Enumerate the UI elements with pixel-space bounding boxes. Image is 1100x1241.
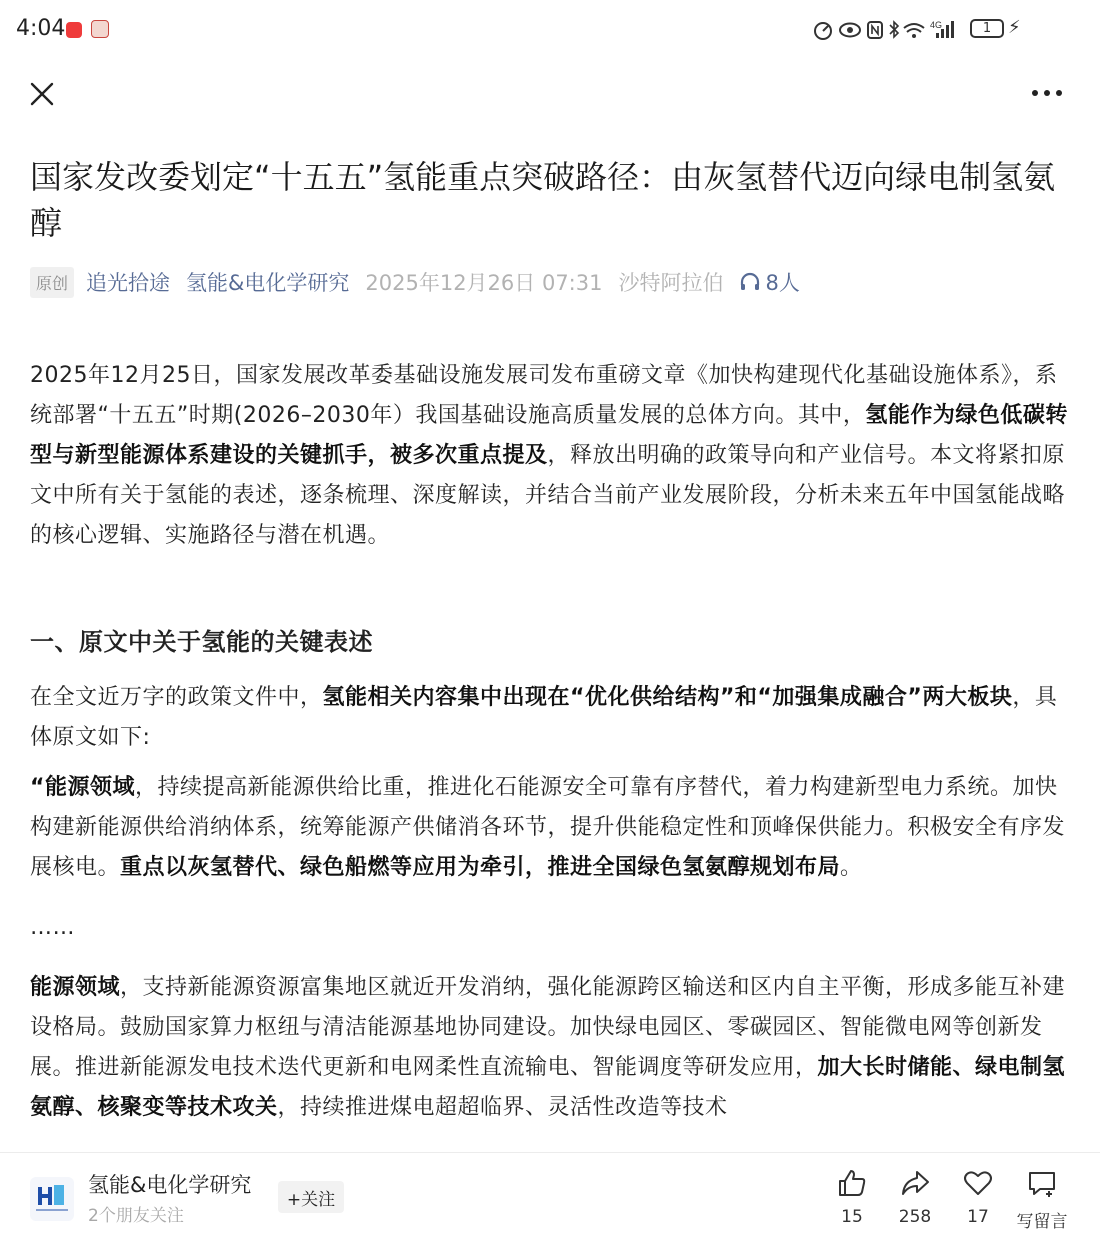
headphones-icon	[739, 271, 761, 293]
follow-button[interactable]: +关注	[278, 1181, 344, 1213]
paragraph-intro	[30, 356, 1070, 556]
close-icon[interactable]	[28, 80, 56, 108]
battery-icon: 1	[970, 19, 1004, 38]
paragraph-quote-1	[30, 768, 1070, 888]
publish-datetime: 2025年12月26日 07:31	[365, 271, 603, 295]
charging-icon: ⚡	[1008, 17, 1021, 38]
speedometer-icon	[815, 23, 831, 39]
share-count: 258	[898, 1207, 932, 1227]
comment-label: 写留言	[1016, 1212, 1068, 1232]
text-span: 在全文近万字的政策文件中，	[30, 685, 323, 710]
article-title: 国家发改委划定“十五五”氢能重点突破路径：由灰氢替代迈向绿电制氢氨醇	[30, 158, 1056, 242]
bottom-action-bar	[0, 1152, 1100, 1241]
favorite-count: 17	[967, 1207, 989, 1227]
share-button[interactable]	[880, 1167, 950, 1227]
text-span: ，具体原文如下:	[30, 685, 1058, 750]
paragraph-quote-2	[30, 968, 1070, 1128]
like-count: 15	[841, 1207, 863, 1227]
bold-text: 氢能相关内容集中出现在“优化供给结构”和“加强集成融合”两大板块	[322, 685, 1013, 710]
bold-text: 重点以灰氢替代、绿色船燃等应用为牵引，推进全国绿色氢氨醇规划布局	[120, 855, 841, 880]
favorite-button[interactable]	[943, 1167, 1013, 1227]
article-meta	[30, 266, 800, 298]
original-badge: 原创	[30, 267, 74, 298]
text-span: ，持续推进煤电超超临界、灵活性改造等技术	[277, 1095, 728, 1120]
heart-icon	[962, 1167, 994, 1199]
ellipsis-text: ……	[30, 915, 75, 940]
status-time: 4:04	[16, 16, 66, 41]
text-span: 2025年12月25日，国家发展改革委基础设施发展司发布重磅文章《加快构建现代化基础设施体系》，系统部署“十五五”时期(2026–2030年）我国基础设施高质量发展的总体方向。其中，	[30, 363, 1058, 428]
listen-button[interactable]	[739, 267, 799, 297]
bluetooth-icon	[890, 22, 898, 37]
thumbs-up-icon	[836, 1167, 868, 1199]
status-icons-cluster	[812, 19, 962, 41]
bold-text: “能源领域	[30, 775, 135, 800]
paragraph-section-intro	[30, 678, 1070, 758]
text-span: ，释放出明确的政策导向和产业信号。本文将紧扣原文中所有关于氢能的表述，逐条梳理、深度解读，并结合当前产业发展阶段，分析未来五年中国氢能战略的核心逻辑、实施路径与潜在机遇。	[30, 443, 1066, 548]
text-span: 。	[840, 855, 863, 880]
section-heading: 一、原文中关于氢能的关键表述	[30, 628, 373, 656]
text-span: ，持续提高新能源供给比重，推进化石能源安全可靠有序替代，着力构建新型电力系统。加快构建新能源供给消纳体系，统筹能源产供储消各环节，提升供能稳定性和顶峰保供能力。积极安全有序发展核电。	[30, 775, 1066, 880]
bold-text: 加大长时储能、绿电制氢氨醇、核聚变等技术攻关	[30, 1055, 1066, 1120]
account-name[interactable]: 氢能&电化学研究	[88, 1173, 252, 1197]
wifi-icon	[904, 24, 924, 38]
status-bar	[0, 0, 1100, 60]
account-logo[interactable]	[30, 1177, 74, 1221]
publish-location: 沙特阿拉伯	[618, 271, 724, 295]
author-link[interactable]: 追光拾途	[86, 271, 171, 295]
comment-icon	[1026, 1167, 1058, 1199]
account-link[interactable]: 氢能&电化学研究	[186, 271, 350, 295]
eye-icon	[840, 24, 860, 37]
bold-text: 能源领域	[30, 975, 121, 1000]
share-arrow-icon	[899, 1167, 931, 1199]
article-body	[30, 356, 1070, 1128]
comment-button[interactable]	[1007, 1167, 1077, 1232]
nfc-icon	[868, 22, 882, 38]
notification-app-icon-2	[91, 20, 109, 38]
bold-text: 氢能作为绿色低碳转型与新型能源体系建设的关键抓手，被多次重点提及	[30, 403, 1068, 468]
account-logo-icon	[30, 1177, 74, 1221]
more-options-icon[interactable]	[1030, 85, 1064, 101]
like-button[interactable]	[817, 1167, 887, 1227]
listener-count: 8人	[765, 271, 800, 295]
text-span: ，支持新能源资源富集地区就近开发消纳，强化能源跨区输送和区内自主平衡，形成多能互补建设格局。鼓励国家算力枢纽与清洁能源基地协同建设。加快绿电园区、零碳园区、智能微电网等创新发展。推进新能源发电技术迭代更新和电网柔性直流输电、智能调度等研发应用，	[30, 975, 1066, 1080]
friends-follow-count: 2个朋友关注	[88, 1206, 184, 1226]
network-type-label: 4G	[930, 20, 943, 30]
notification-app-icon	[66, 22, 82, 38]
